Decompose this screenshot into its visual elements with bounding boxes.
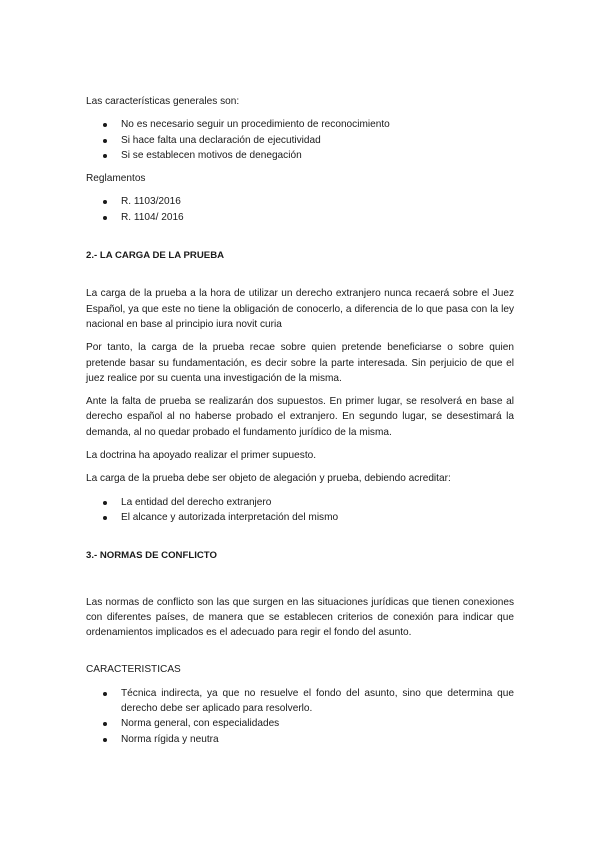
bullet-icon	[103, 200, 107, 204]
conflict-rules-characteristics-list	[86, 686, 514, 747]
document-page	[86, 94, 514, 747]
list-item	[86, 510, 514, 525]
list-item	[86, 732, 514, 747]
section-heading: 2.- LA CARGA DE LA PRUEBA	[86, 250, 225, 262]
list-item-text: Si hace falta una declaración de ejecutividad	[121, 134, 321, 146]
list-item	[86, 194, 514, 209]
list-item	[86, 210, 514, 225]
list-item-text: No es necesario seguir un procedimiento de reconocimiento	[121, 119, 390, 131]
list-item-text: R. 1103/2016	[121, 196, 181, 208]
characteristics-list	[86, 117, 514, 163]
bullet-icon	[103, 123, 107, 127]
proof-requirements-list	[86, 495, 514, 526]
subheading: CARACTERISTICAS	[86, 664, 181, 676]
list-item	[86, 716, 514, 731]
paragraph: La doctrina ha apoyado realizar el primer supuesto.	[86, 450, 317, 462]
list-item-text: R. 1104/ 2016	[121, 211, 184, 223]
list-item-text: Norma rígida y neutra	[121, 733, 219, 745]
bullet-icon	[103, 738, 107, 742]
bullet-icon	[103, 516, 107, 520]
intro-text: Las características generales son:	[86, 96, 240, 107]
list-item-text: La entidad del derecho extranjero	[121, 496, 272, 508]
list-item	[86, 686, 514, 717]
regulations-list	[86, 194, 514, 225]
bullet-icon	[103, 692, 107, 696]
regulations-label: Reglamentos	[86, 173, 146, 185]
paragraph: Las normas de conflicto son las que surgen en las situaciones jurídicas que tienen conexiones con diferentes países, de manera que se establecen criterios de conexión para indicar que ordenamientos implicados es el adecuado para regir el fondo del asunto.	[86, 596, 514, 639]
paragraph: La carga de la prueba debe ser objeto de alegación y prueba, debiendo acreditar:	[86, 473, 451, 485]
list-item-text: Si se establecen motivos de denegación	[121, 149, 302, 161]
list-item-text: Norma general, con especialidades	[121, 718, 280, 730]
list-item	[86, 133, 514, 148]
list-item-text: Técnica indirecta, ya que no resuelve el fondo del asunto, sino que determina que derecho debe ser aplicado para resolverlo.	[121, 687, 514, 715]
bullet-icon	[103, 216, 107, 220]
list-item-text: El alcance y autorizada interpretación del mismo	[121, 511, 339, 523]
list-item	[86, 117, 514, 132]
paragraph: La carga de la prueba a la hora de utilizar un derecho extranjero nunca recaerá sobre el Juez Español, ya que este no tiene la obligación de conocerlo, a diferencia de lo que pasa con la ley nacional en base al principio iura novit curia	[86, 288, 514, 330]
paragraph: Por tanto, la carga de la prueba recae sobre quien pretende beneficiarse o sobre quien pretende basar su fundamentación, es decir sobre la parte interesada. Sin perjuicio de que el juez realice por su cuenta una investigación de la misma.	[86, 342, 514, 384]
paragraph: Ante la falta de prueba se realizarán dos supuestos. En primer lugar, se resolverá en base al derecho español al no haberse probado el extranjero. En segundo lugar, se desestimará la demanda, al no quedar probado el fundamento jurídico de la misma.	[86, 396, 514, 438]
list-item	[86, 495, 514, 510]
bullet-icon	[103, 154, 107, 158]
list-item	[86, 148, 514, 163]
bullet-icon	[103, 139, 107, 143]
bullet-icon	[103, 501, 107, 505]
bullet-icon	[103, 722, 107, 726]
section-heading: 3.- NORMAS DE CONFLICTO	[86, 550, 217, 562]
